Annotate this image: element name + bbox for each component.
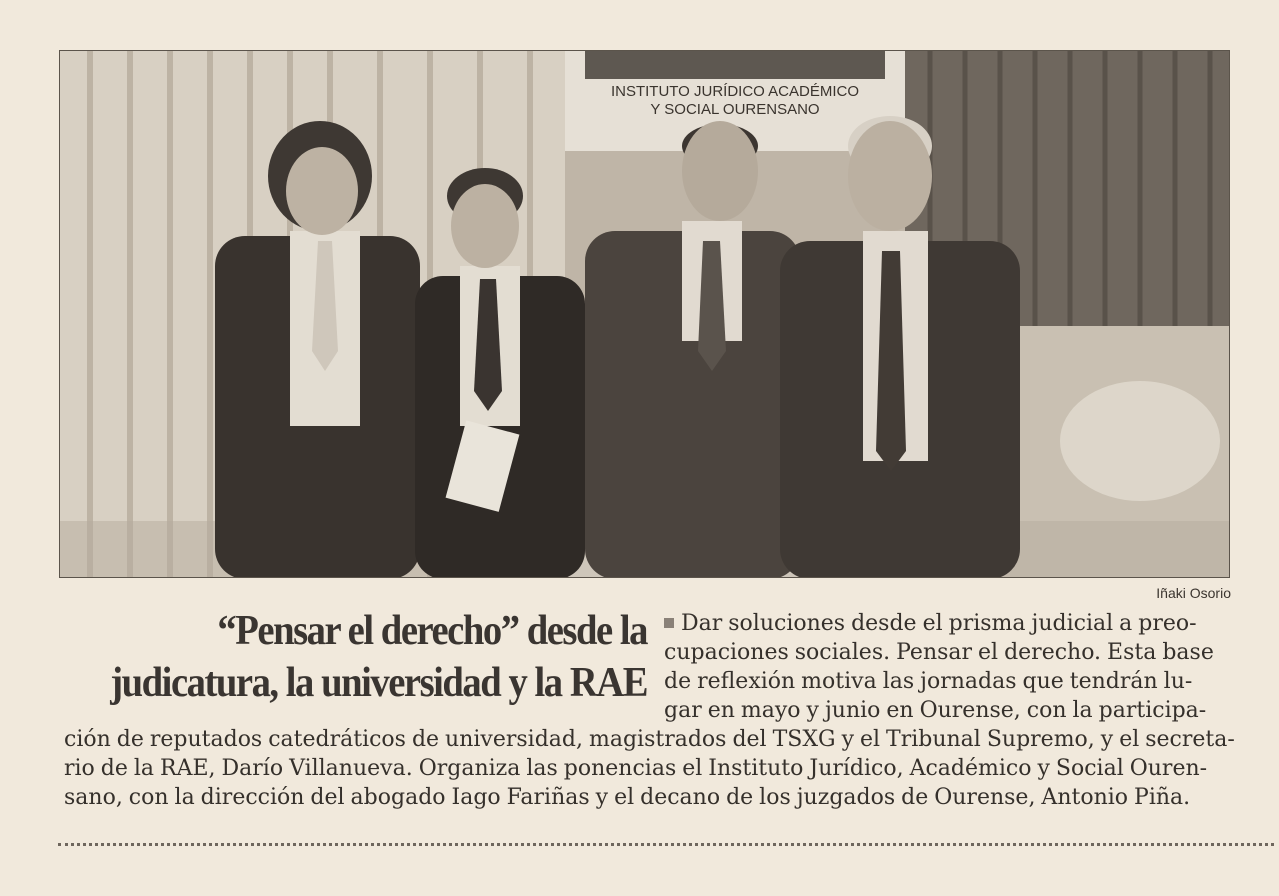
headline-line: “Pensar el derecho” desde la (217, 608, 647, 654)
headline (109, 605, 647, 709)
dotted-divider (58, 843, 1274, 846)
article-body-full (64, 725, 1234, 812)
body-line: gar en mayo y junio en Ourense, con la participa- (664, 698, 1207, 723)
body-line: ción de reputados catedráticos de universidad, magistrados del TSXG y el Tribunal Supremo, y el secreta- (64, 727, 1235, 752)
banner-title-line-2: Y SOCIAL OURENSANO (650, 101, 820, 118)
body-line: de reflexión motiva las jornadas que tendrán lu- (664, 669, 1193, 694)
banner-title: INSTITUTO JURÍDICO ACADÉMICO (610, 83, 860, 100)
bullet-icon (664, 618, 674, 628)
body-line: Dar soluciones desde el prisma judicial a preo- (664, 609, 1234, 638)
body-line: cupaciones sociales. Pensar el derecho. Esta base (664, 640, 1214, 665)
photo-credit: Iñaki Osorio (1156, 585, 1231, 601)
news-photo (59, 50, 1230, 578)
article-body-column (664, 609, 1234, 725)
body-line: sano, con la dirección del abogado Iago Fariñas y el decano de los juzgados de Ourense, Antonio Piña. (64, 785, 1191, 810)
body-line: rio de la RAE, Darío Villanueva. Organiza las ponencias el Instituto Jurídico, Académico y Social Ouren- (64, 756, 1208, 781)
headline-line: judicatura, la universidad y la RAE (110, 660, 648, 706)
